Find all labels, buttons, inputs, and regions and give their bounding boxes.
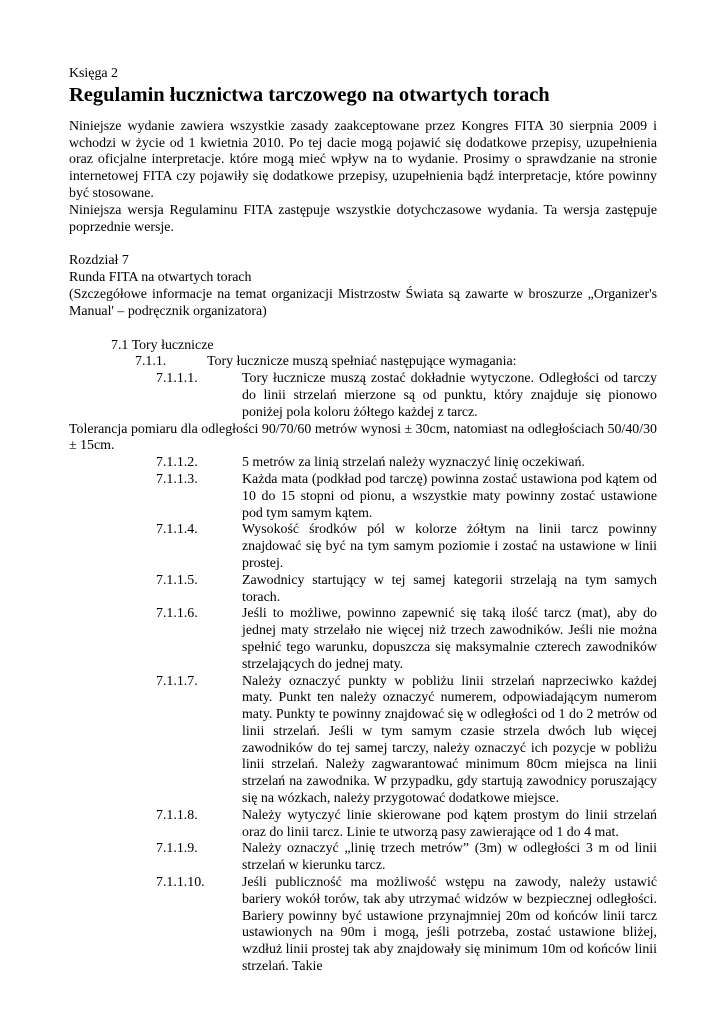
rule-item xyxy=(156,606,657,673)
tolerance-note: Tolerancja pomiaru dla odległości 90/70/60 metrów wynosi ± 30cm, natomiast na odległościach 50/40/30 ± 15cm. xyxy=(69,421,657,454)
rule-text: 5 metrów za linią strzelań należy wyznaczyć linię oczekiwań. xyxy=(242,455,585,471)
rule-text: Jeśli publiczność ma możliwość wstępu na zawody, należy ustawić bariery wokół torów, tak aby utrzymać widzów w bezpiecznej odległości. Bariery powinny być ustawione przynajmniej 20m od końców linii tarcz ustawionych na 90m i mogą, jeśli potrzeba, zostać ustawione bliżej, wzdłuż linii prostej tak aby znajdowały się minimum 10m od końców linii strzelań. Takie xyxy=(242,875,657,975)
rule-number: 7.1.1.6. xyxy=(156,606,198,622)
intro-paragraph-2: Niniejsza wersja Regulaminu FITA zastępuje wszystkie dotychczasowe wydania. Ta wersja zastępuje poprzednie wersje. xyxy=(69,202,657,235)
section-heading: 7.1 Tory łucznicze xyxy=(111,337,214,353)
book-label: Księga 2 xyxy=(69,66,118,81)
rule-item xyxy=(156,841,657,875)
rule-number: 7.1.1.4. xyxy=(156,522,198,538)
rule-number: 7.1.1.9. xyxy=(156,841,198,857)
rule-number: 7.1.1.1. xyxy=(156,371,198,387)
rule-item xyxy=(156,472,657,522)
rule-text: Należy oznaczyć „linię trzech metrów” (3m) w odległości 3 m od linii strzelań w kierunku tarcz. xyxy=(242,841,657,874)
subsection-heading xyxy=(69,354,657,371)
intro-paragraph-1: Niniejsze wydanie zawiera wszystkie zasady zaakceptowane przez Kongres FITA 30 sierpnia 2009 i wchodzi w życie od 1 kwietnia 2010. Po tej dacie mogą pojawić się dodatkowe przepisy, uzupełnienia oraz oficjalne interpretacje. które mogą mieć wpływ na to wydanie. Prosimy o sprawdzanie na stronie internetowej FITA czy pojawiły się dodatkowe przepisy, uzupełnienia bądź interpretacje, które powinny być stosowane. xyxy=(69,118,657,201)
rule-text: Każda mata (podkład pod tarczę) powinna zostać ustawiona pod kątem od 10 do 15 stopni od pionu, a wszystkie maty powinny zostać ustawione pod tym samym kątem. xyxy=(242,471,657,521)
rule-item xyxy=(156,371,657,421)
page-title: Regulamin łucznictwa tarczowego na otwartych torach xyxy=(69,83,550,106)
rule-text: Wysokość środków pól w kolorze żółtym na linii tarcz powinny znajdować się być na tym samym poziomie i zostać na ustawione w linii prostej. xyxy=(242,522,657,571)
rule-item xyxy=(156,522,657,572)
rule-item xyxy=(156,674,657,808)
spacer xyxy=(69,236,657,253)
subsection-number: 7.1.1. xyxy=(135,354,167,370)
rule-item xyxy=(156,875,657,976)
chapter-name: Runda FITA na otwartych torach xyxy=(69,270,252,286)
rule-text: Należy wytyczyć linie skierowane pod kątem prostym do linii strzelań oraz do linii tarcz. Linie te utworzą pasy zawierające od 1 do 4 mat. xyxy=(242,807,657,840)
rule-number: 7.1.1.10. xyxy=(156,875,205,891)
rule-text: Tory łucznicze muszą zostać dokładnie wytyczone. Odległości od tarczy do linii strzelań mierzone są od punktu, który znajduje się pionowo poniżej pola koloru żółtego każdej z tarcz. xyxy=(242,371,657,420)
rule-text: Jeśli to możliwe, powinno zapewnić się taką ilość tarcz (mat), aby do jednej maty strzelało nie więcej niż trzech zawodników. Jeśli nie można spełnić tego warunku, dopuszcza się maksymalnie czterech zawodników strzelających do jednej maty. xyxy=(242,606,657,672)
chapter-note: (Szczegółowe informacje na temat organizacji Mistrzostw Świata są zawarte w broszurze „Organizer's Manual' – podręcznik organizatora) xyxy=(69,286,657,319)
rule-item xyxy=(156,573,657,607)
subsection-text: Tory łucznicze muszą spełniać następujące wymagania: xyxy=(207,354,517,370)
rule-text: Zawodnicy startujący w tej samej kategorii strzelają na tym samych torach. xyxy=(242,572,657,605)
rule-item xyxy=(156,455,657,472)
rule-number: 7.1.1.3. xyxy=(156,471,198,487)
rule-number: 7.1.1.8. xyxy=(156,807,198,823)
rule-text: Należy oznaczyć punkty w pobliżu linii strzelań naprzeciwko każdej maty. Punkt ten należy oznaczyć numerem, odpowiadającym numerom maty. Punkty te powinny znajdować się w odległości od 1 do 2 metrów od linii strzelań. Jeśli w tym samym czasie strzela dwóch lub więcej zawodników do tej samej tarczy, należy oznaczyć ich pozycje w pobliżu linii strzelań. Należy zagwarantować minimum 80cm miejsca na linii strzelań na zawodnika. W przypadku, gdy startują zawodnicy poruszający się na wózkach, należy przygotować dodatkowe miejsce. xyxy=(242,673,657,807)
rule-number: 7.1.1.7. xyxy=(156,673,198,689)
rule-number: 7.1.1.2. xyxy=(156,455,198,471)
document-page xyxy=(69,66,657,976)
rule-number: 7.1.1.5. xyxy=(156,572,198,588)
chapter-label: Rozdział 7 xyxy=(69,253,129,269)
rule-item xyxy=(156,808,657,842)
